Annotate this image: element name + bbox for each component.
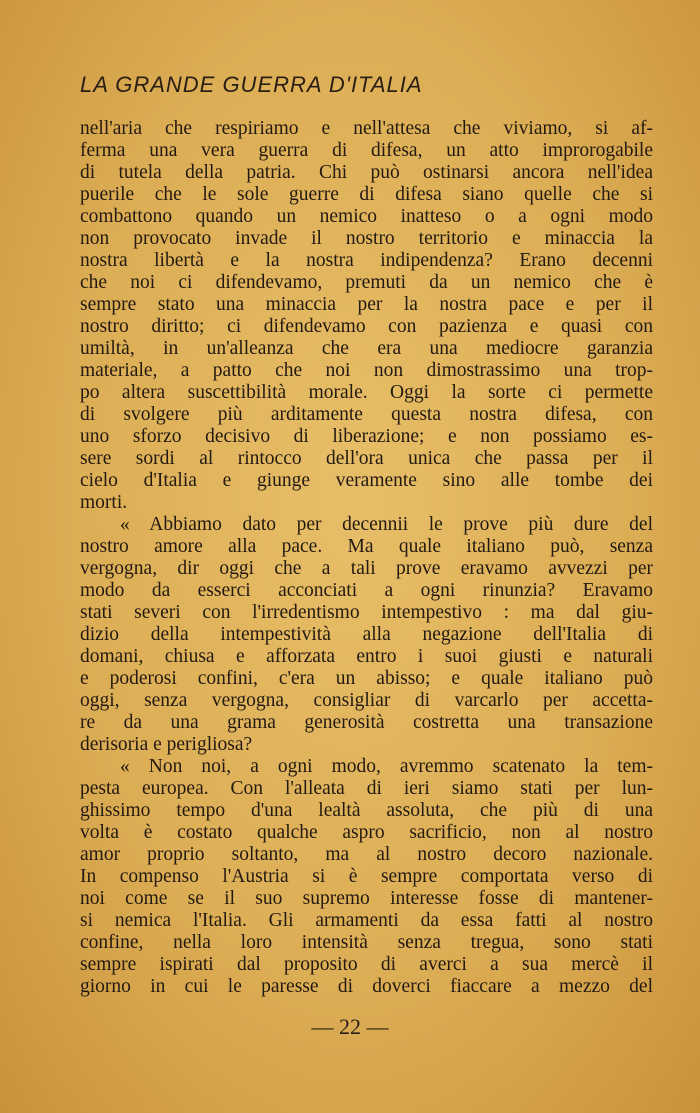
text-line: di svolgere più arditamente questa nostra difesa, con (80, 404, 653, 425)
text-line: oggi, senza vergogna, consigliar di varcarlo per accetta- (80, 690, 653, 711)
text-line: pesta europea. Con l'alleata di ieri siamo stati per lun- (80, 778, 653, 799)
text-line: sempre stato una minaccia per la nostra pace e per il (80, 294, 653, 315)
text-line: cielo d'Italia e giunge veramente sino alle tombe dei (80, 470, 653, 491)
text-line: amor proprio soltanto, ma al nostro decoro nazionale. (80, 844, 653, 865)
text-line: ferma una vera guerra di difesa, un atto improrogabile (80, 140, 653, 161)
text-line: po altera suscettibilità morale. Oggi la sorte ci permette (80, 382, 653, 403)
text-line: nostra libertà e la nostra indipendenza? Erano decenni (80, 250, 653, 271)
text-line: non provocato invade il nostro territorio e minaccia la (80, 228, 653, 249)
running-title: LA GRANDE GUERRA D'ITALIA (80, 72, 423, 97)
text-line: puerile che le sole guerre di difesa siano quelle che si (80, 184, 653, 205)
text-line: derisoria e perigliosa? (80, 734, 253, 755)
text-line: volta è costato qualche aspro sacrificio, non al nostro (80, 822, 653, 843)
text-line: « Abbiamo dato per decennii le prove più dure del (120, 514, 653, 535)
text-line: noi come se il suo supremo interesse fosse di mantener- (80, 888, 653, 909)
text-line: uno sforzo decisivo di liberazione; e non possiamo es- (80, 426, 653, 447)
text-line: umiltà, in un'alleanza che era una mediocre garanzia (80, 338, 653, 359)
text-line: dizio della intempestività alla negazione dell'Italia di (80, 624, 653, 645)
text-line: vergogna, dir oggi che a tali prove eravamo avvezzi per (80, 558, 653, 579)
text-line: giorno in cui le paresse di doverci fiaccare a mezzo del (80, 976, 653, 997)
text-line: sempre ispirati dal proposito di averci a sua mercè il (80, 954, 653, 975)
text-line: e poderosi confini, c'era un abisso; e quale italiano può (80, 668, 653, 689)
text-line: ghissimo tempo d'una lealtà assoluta, che più di una (80, 800, 653, 821)
text-line: modo da esserci acconciati a ogni rinunzia? Eravamo (80, 580, 653, 601)
page-number: — 22 — (311, 1014, 389, 1039)
text-line: che noi ci difendevamo, premuti da un nemico che è (80, 272, 653, 293)
body-text (80, 118, 653, 998)
text-line: « Non noi, a ogni modo, avremmo scatenato la tem- (120, 756, 653, 777)
text-line: re da una grama generosità costretta una transazione (80, 712, 653, 733)
text-line: combattono quando un nemico inatteso o a ogni modo (80, 206, 653, 227)
text-line: materiale, a patto che noi non dimostrassimo una trop- (80, 360, 653, 381)
text-line: sere sordi al rintocco dell'ora unica che passa per il (80, 448, 653, 469)
text-line: nostro amore alla pace. Ma quale italiano può, senza (80, 536, 653, 557)
text-line: stati severi con l'irredentismo intempestivo : ma dal giu- (80, 602, 653, 623)
text-line: domani, chiusa e afforzata entro i suoi giusti e naturali (80, 646, 653, 667)
text-line: In compenso l'Austria si è sempre comportata verso di (80, 866, 653, 887)
text-line: si nemica l'Italia. Gli armamenti da essa fatti al nostro (80, 910, 653, 931)
text-line: nell'aria che respiriamo e nell'attesa che viviamo, si af- (80, 118, 653, 139)
text-line: di tutela della patria. Chi può ostinarsi ancora nell'idea (80, 162, 653, 183)
text-line: nostro diritto; ci difendevamo con pazienza e quasi con (80, 316, 653, 337)
text-line: confine, nella loro intensità senza tregua, sono stati (80, 932, 653, 953)
text-line: morti. (80, 492, 128, 513)
